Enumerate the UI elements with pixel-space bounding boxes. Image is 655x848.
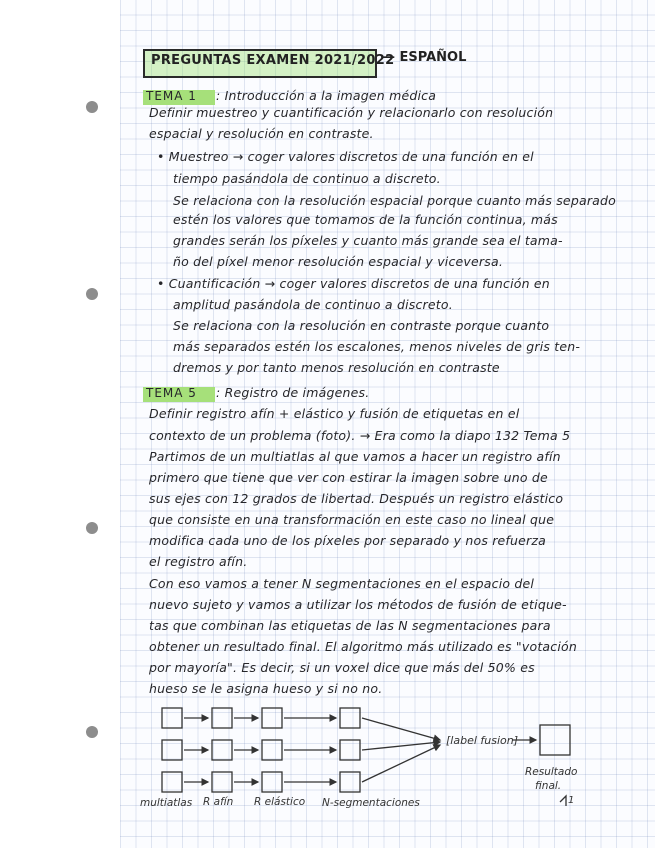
tema5-line: Con eso vamos a tener N segmentaciones en el espacio del (149, 576, 535, 591)
elastico-box (262, 772, 282, 792)
tema1-line: amplitud pasándola de continuo a discreto. (173, 297, 453, 312)
arrow (362, 745, 440, 782)
tema1-line: ño del píxel menor resolución espacial y viceversa. (173, 254, 504, 269)
afin-box (212, 740, 232, 760)
tema5-heading: TEMA 5 (146, 386, 197, 400)
tema5-line: tas que combinan las etiquetas de las N segmentaciones para (149, 618, 551, 633)
tema5-heading-rest: : Registro de imágenes. (216, 385, 370, 400)
elastico-box (262, 740, 282, 760)
multiatlas-box (162, 708, 182, 728)
tema5-line: sus ejes con 12 grados de libertad. Después un registro elástico (149, 491, 564, 506)
arrow (362, 742, 440, 750)
tema5-line: modifica cada uno de los píxeles por separado y nos refuerza (149, 533, 547, 548)
diagram-label-multiatlas: multiatlas (140, 797, 193, 809)
tema1-line: más separados estén los escalones, menos niveles de gris ten- (173, 339, 581, 354)
tema1-line: • Muestreo → coger valores discretos de una función en el (157, 149, 534, 164)
tema5-line: por mayoría". Es decir, si un voxel dice que más del 50% es (149, 660, 535, 675)
tema1-line: espacial y resolución en contraste. (149, 126, 374, 141)
tema5-line: contexto de un problema (foto). → Era como la diapo 132 Tema 5 (149, 428, 571, 443)
tema5-line: Definir registro afín + elástico y fusión de etiquetas en el (149, 406, 520, 421)
segmentation-box (340, 708, 360, 728)
tema1-heading: TEMA 1 (146, 89, 197, 103)
tema1-line: tiempo pasándola de continuo a discreto. (173, 171, 441, 186)
tema5-line: obtener un resultado final. El algoritmo más utilizado es "votación (149, 639, 578, 654)
tema1-line: • Cuantificación → coger valores discretos de una función en (157, 276, 550, 291)
label-fusion: [label fusion] (446, 734, 519, 747)
result-box (540, 725, 570, 755)
tema5-line: el registro afín. (149, 554, 248, 569)
tema1-line: Se relaciona con la resolución espacial porque cuanto más separado (173, 193, 616, 208)
page-number: 1 (568, 795, 575, 806)
afin-box (212, 708, 232, 728)
diagram-label-elastico: R elástico (254, 796, 306, 808)
multiatlas-box (162, 740, 182, 760)
tema1-heading-rest: : Introducción a la imagen médica (216, 88, 437, 103)
tema5-line: hueso se le asigna hueso y si no no. (149, 681, 383, 696)
tema1-line: Se relaciona con la resolución en contraste porque cuanto (173, 318, 550, 333)
elastico-box (262, 708, 282, 728)
arrow (362, 718, 440, 740)
tema1-line: estén los valores que tomamos de la función continua, más (173, 212, 558, 227)
tema1-line: dremos y por tanto menos resolución en contraste (173, 360, 500, 375)
result-label: Resultado (525, 766, 578, 778)
tema1-line: grandes serán los píxeles y cuanto más grande sea el tama- (173, 233, 563, 248)
page-corner-mark (560, 796, 566, 806)
afin-box (212, 772, 232, 792)
diagram-label-segmentaciones: N-segmentaciones (322, 797, 420, 809)
tema1-line: Definir muestreo y cuantificación y relacionarlo con resolución (149, 105, 554, 120)
multiatlas-box (162, 772, 182, 792)
page-title-language: — ESPAÑOL (382, 50, 467, 65)
tema5-line: primero que tiene que ver con estirar la imagen sobre uno de (149, 470, 548, 485)
page-title: PREGUNTAS EXAMEN 2021/2022 (151, 53, 395, 68)
tema5-line: nuevo sujeto y vamos a utilizar los métodos de fusión de etique- (149, 597, 567, 612)
segmentation-box (340, 772, 360, 792)
diagram-label-afin: R afín (203, 796, 234, 808)
segmentation-box (340, 740, 360, 760)
tema5-line: que consiste en una transformación en este caso no lineal que (149, 512, 555, 527)
result-label: final. (535, 780, 562, 792)
tema5-line: Partimos de un multiatlas al que vamos a hacer un registro afín (149, 449, 561, 464)
